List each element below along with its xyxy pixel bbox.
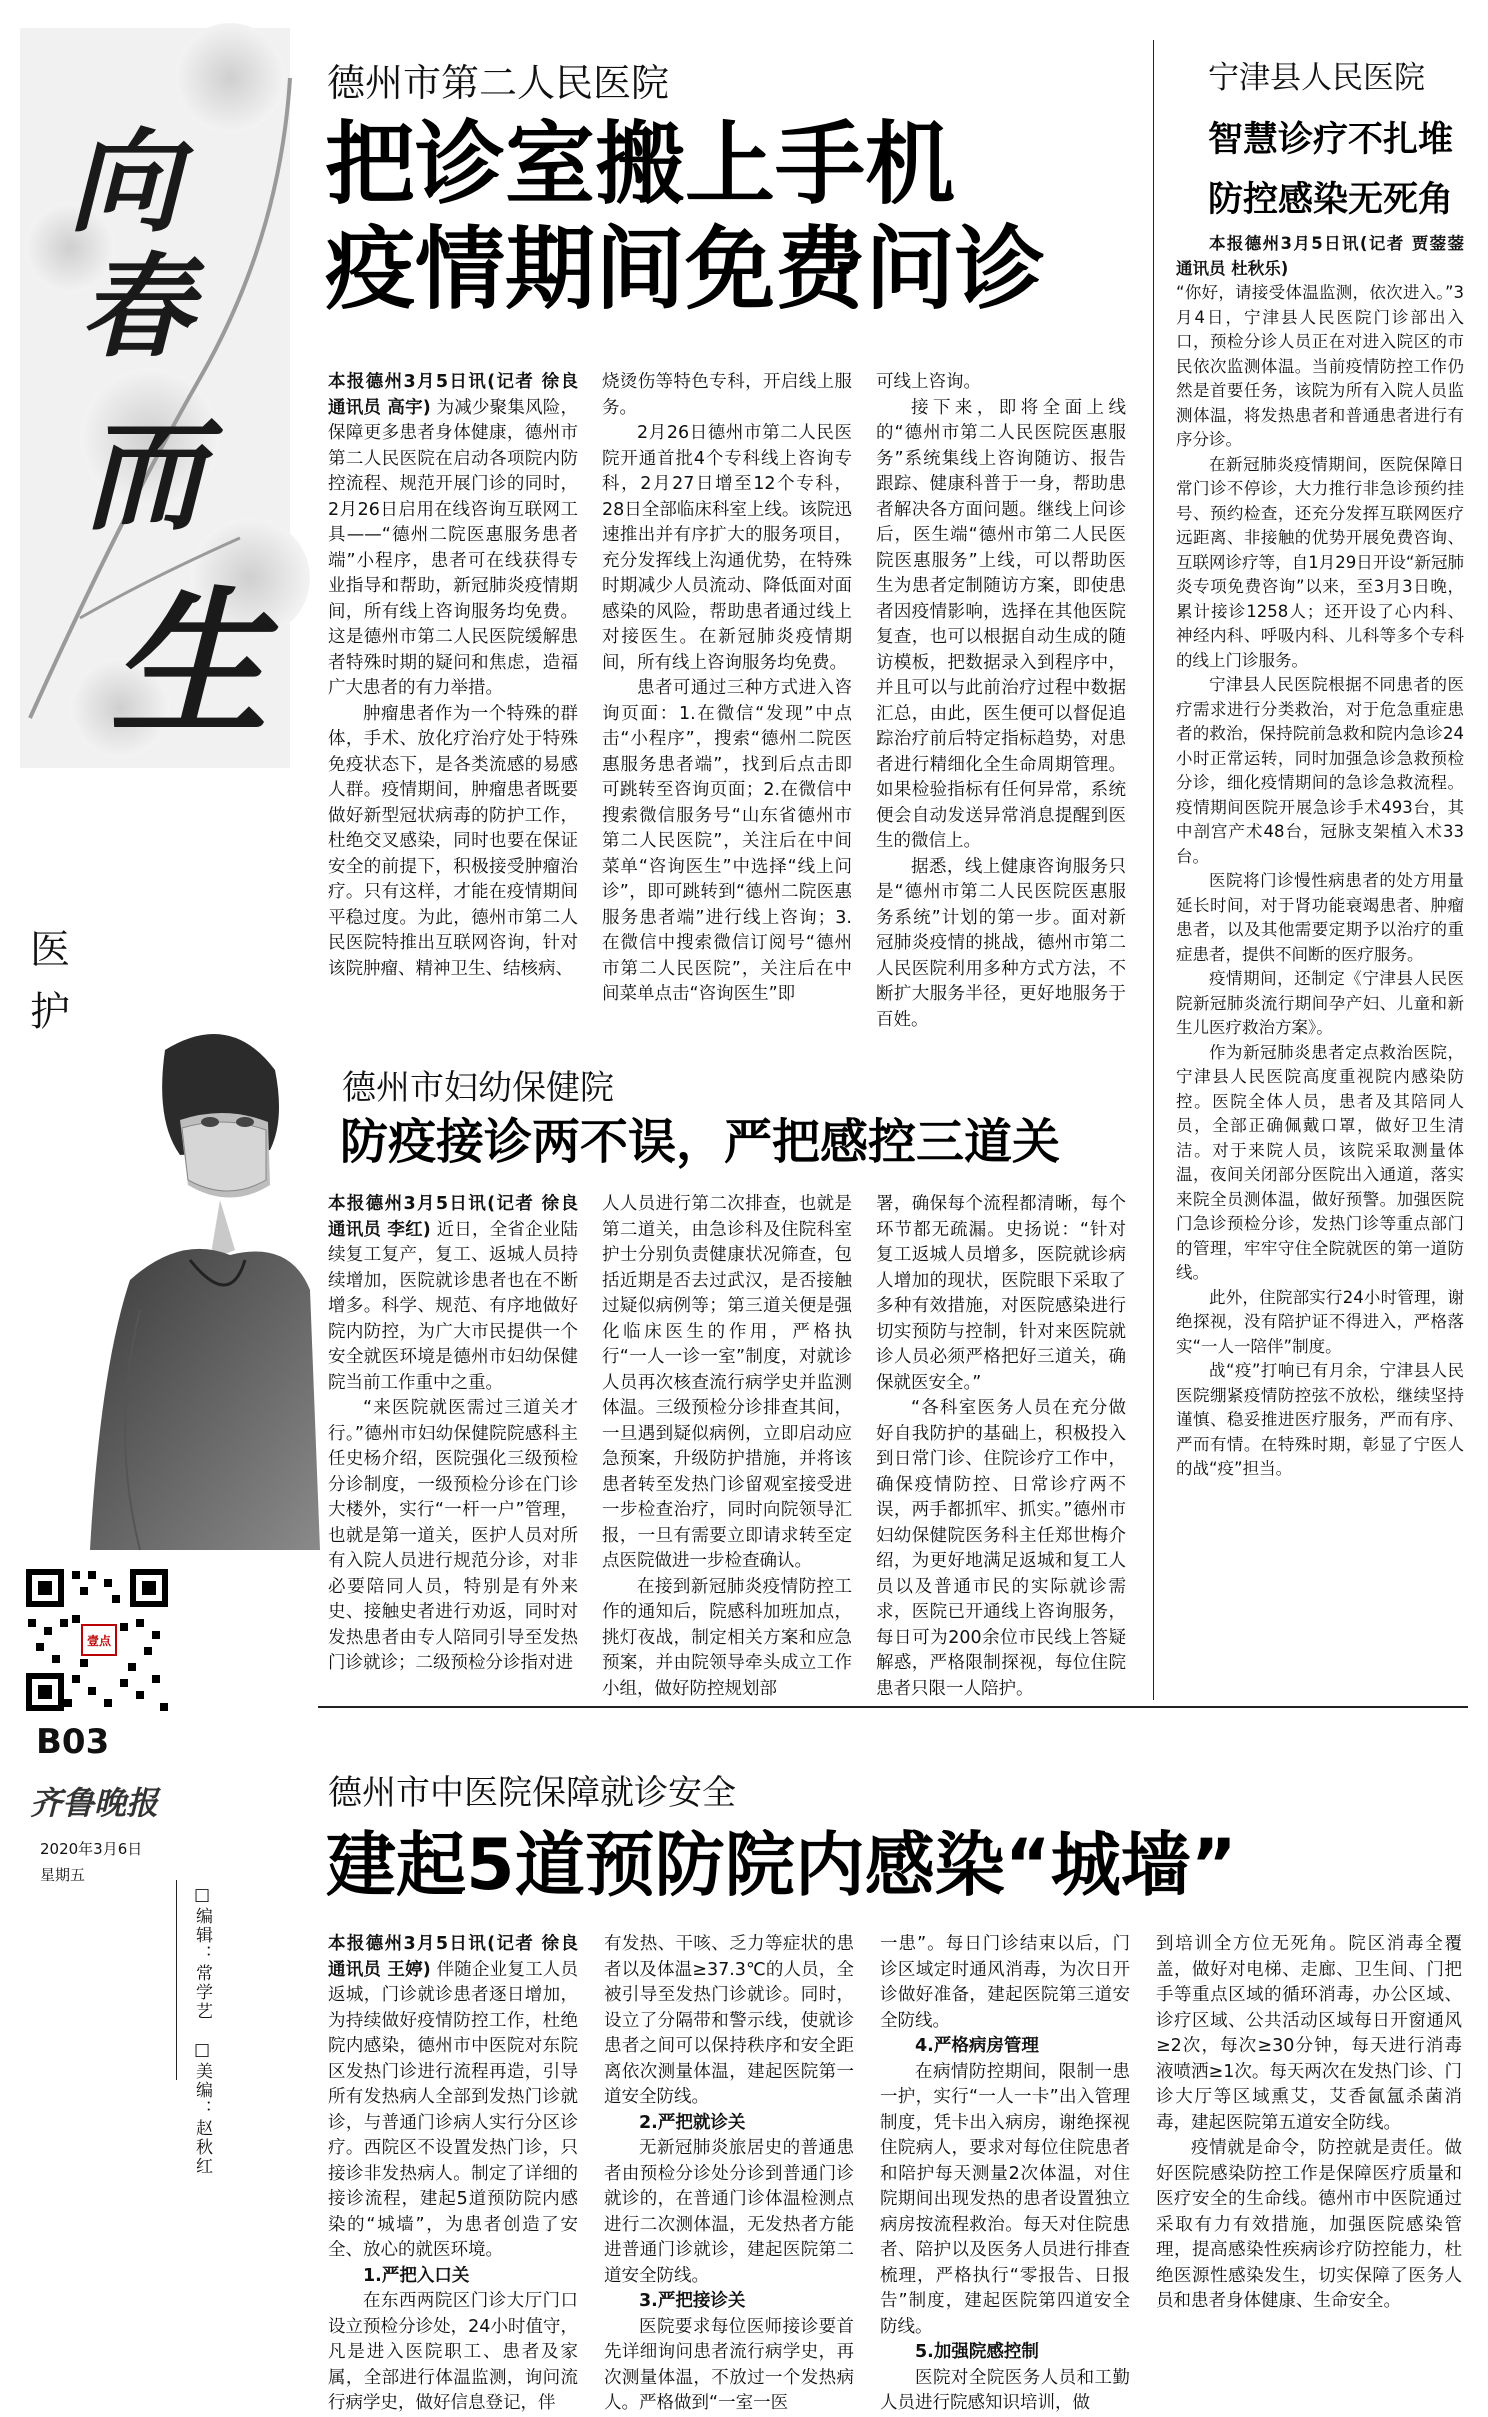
article1-paragraph: 2月26日德州市第二人民医院开通首批4个专科线上咨询专科，2月27日增至12个专科，28日全部临床科室上线。该院迅速推出并有序扩大的服务项目，充分发挥线上沟通优势，在特殊时期减少人员流动、降低面对面感染的风险，帮助患者通过线上对接医生。在新冠肺炎疫情期间，所有线上咨询服务均免费。 (602, 423, 852, 673)
qr-code[interactable] (22, 1565, 172, 1715)
article1-headline-line1: 把诊室搬上手机 (325, 112, 955, 217)
section-rule (318, 1706, 1468, 1708)
article1-kicker: 德州市第二人民医院 (327, 61, 670, 105)
article1-headline-line2: 疫情期间免费问诊 (325, 217, 1045, 322)
article4-paragraph: 在病情防控期间，限制一患一护，实行“一人一卡”出入管理制度，凭卡出入病房，谢绝探视住院病人，要求对每位住院患者和陪护每天测量2次体温，对住院期间出现发热的患者设置独立病房按流程救治。每天对住院患者、陪护以及医务人员进行排查梳理，严格执行“零报告、日报告”制度，建起医院第四道安全防线。 (880, 2061, 1130, 2337)
column-divider (1153, 40, 1154, 1700)
article3-paragraph: 宁津县人民医院根据不同患者的医疗需求进行分类救治，对于危急重症患者的救治，保持院前急救和院内急诊24小时正常运转，同时加强急诊急救预检分诊，细化疫情期间的急诊急救流程。疫情期间医院开展急诊手术493台，其中剖宫产术48台，冠脉支架植入术33台。 (1176, 675, 1464, 866)
article2-paragraph: 人人员进行第二次排查，也就是第二道关，由急诊科及住院科室护士分别负责健康状况筛查，包括近期是否去过武汉，是否接触过疑似病例等；第三道关便是强化临床医生的作用，严格执行“一人一诊一室”制度，对就诊人员再次核查流行病学史并监测体温。三级预检分诊排查其间，一旦遇到疑似病例，立即启动应急预案，升级防护措施，并将该患者转至发热门诊留观室接受进一步检查治疗，同时向院领导汇报，一旦有需要立即请求转至定点医院做进一步检查确认。 (602, 1194, 852, 1571)
article2-paragraph: 署，确保每个流程都清晰，每个环节都无疏漏。史扬说：“针对复工返城人员增多，医院就诊病人增加的现状，医院眼下采取了多种有效措施，对医院感染进行切实预防与控制，针对来医院就诊人员必须严格把好三道关，确保就医安全。” (876, 1194, 1126, 1393)
article2-column-2 (602, 1192, 852, 1702)
article4-paragraph: 无新冠肺炎旅居史的普通患者由预检分诊处分诊到普通门诊就诊的，在普通门诊体温检测点进行二次测体温，无发热者方能进普通门诊就诊，建起医院第二道安全防线。 (604, 2138, 854, 2286)
article3-headline-line2: 防控感染无死角 (1208, 180, 1454, 220)
designer-credit: □美编：赵秋红 (192, 2040, 212, 2176)
sidebar-divider (176, 1880, 177, 2080)
article4-paragraph: 有发热、干咳、乏力等症状的患者以及体温≥37.3℃的人员，全被引导至发热门诊就诊。同时，设立了分隔带和警示线，使就诊患者之间可以保持秩序和安全距离依次测量体温，建起医院第一道安全防线。 (604, 1934, 854, 2107)
article2-paragraph: 在接到新冠肺炎疫情防控工作的通知后，院感科加班加点，挑灯夜战，制定相关方案和应急预案，并由院领导牵头成立工作小组，做好防控规划部 (602, 1576, 852, 1699)
article4-column-4 (1156, 1932, 1462, 2382)
article3-paragraph: 作为新冠肺炎患者定点救治医院，宁津县人民医院高度重视院内感染防控。医院全体人员，患者及其陪同人员，全部正确佩戴口罩，做好卫生清洁。对于来院人员，该院采取测量体温，夜间关闭部分医院出入通道，落实来院全员测体温，做好预警。加强医院门急诊预检分诊，发热门诊等重点部门的管理，牢牢守住全院就医的第一道防线。 (1176, 1042, 1464, 1282)
issue-weekday: 星期五 (40, 1866, 86, 1884)
article1-paragraph: 烧烫伤等特色专科，开启线上服务。 (602, 372, 852, 418)
article4-paragraph: 一患”。每日门诊结束以后，门诊区域定时通风消毒，为次日开诊做好准备，建起医院第三道安全防线。 (880, 1934, 1130, 2031)
article4-subhead: 1.严把入口关 (363, 2265, 470, 2286)
article2-kicker: 德州市妇幼保健院 (342, 1068, 614, 1108)
article4-subhead: 4.严格病房管理 (915, 2036, 1039, 2056)
article1-paragraph: 可线上咨询。 (876, 372, 981, 392)
article3-paragraph: 战“疫”打响已有月余，宁津县人民医院绷紧疫情防控弦不放松，继续坚持谨慎、稳妥推进医疗服务，严而有序、严而有情。在特殊时期，彰显了宁医人的战“疫”担当。 (1176, 1361, 1464, 1478)
article4-column-3 (880, 1932, 1130, 2413)
article1-column-3 (876, 370, 1126, 1050)
article1-column-1 (328, 370, 578, 1050)
article1-paragraph: 患者可通过三种方式进入咨询页面：1.在微信“发现”中点击“小程序”，搜索“德州二院医惠服务患者端”，找到后点击即可跳转至咨询页面；2.在微信中搜索微信服务号“山东省德州市第二人民医院”，关注后在中间菜单“咨询医生”中选择“线上问诊”，即可跳转到“德州二院医惠服务患者端”进行线上咨询；3.在微信中搜索微信订阅号“德州市第二人民医院”，关注后在中间菜单点击“咨询医生”即 (602, 678, 852, 1004)
article2-byline: 本报德州3月5日讯(记者 徐良 通讯员 李红) (328, 1194, 578, 1240)
article1-paragraph: 接下来，即将全面上线的“德州市第二人民医院医惠服务”系统集线上咨询随访、报告跟踪、健康科普于一身，帮助患者解决各方面问题。继线上问诊后，医生端“德州市第二人民医院医惠服务”上线，可以帮助医生为患者定制随访方案，即使患者因疫情影响，选择在其他医院复查，也可以根据自动生成的随访模板，把数据录入到程序中，并且可以与此前治疗过程中数据汇总，由此，医生便可以督促追踪治疗前后特定指标趋势，对患者进行精细化全生命周期管理。如果检验指标有任何异常，系统便会自动发送异常消息提醒到医生的微信上。 (876, 397, 1126, 851)
page-number: B03 (36, 1722, 110, 1762)
issue-date: 2020年3月6日 (40, 1840, 143, 1858)
article3-paragraph: “你好，请接受体温监测，依次进入。”3月4日，宁津县人民医院门诊部出入口，预检分诊人员正在对进入院区的市民依次监测体温。当前疫情防控工作仍然是首要任务，该院为所有入院人员监测体温，将发热患者和普通患者进行有序分诊。 (1176, 283, 1464, 449)
article3-paragraph: 疫情期间，还制定《宁津县人民医院新冠肺炎流行期间孕产妇、儿童和新生儿医疗救治方案》。 (1176, 969, 1464, 1037)
article2-column-1 (328, 1192, 578, 1702)
article4-column-2 (604, 1932, 854, 2413)
article3-paragraph: 医院将门诊慢性病患者的处方用量延长时间，对于肾功能衰竭患者、肿瘤患者，以及其他需要定期予以治疗的重症患者，提供不间断的医疗服务。 (1176, 871, 1464, 964)
sidebar-title-char-1: 向 (68, 117, 180, 248)
article2-column-3 (876, 1192, 1126, 1702)
article2-paragraph: “各科室医务人员在充分做好自我防护的基础上，积极投入到日常门诊、住院诊疗工作中，确保疫情防控、日常诊疗两不误，两手都抓牢、抓实。”德州市妇幼保健院医务科主任郑世梅介绍，为更好地满足返城和复工人员以及普通市民的实际就诊需求，医院已开通线上咨询服务，每日可为200余位市民线上答疑解惑，严格限制探视，每位住院患者只限一人陪护。 (876, 1398, 1126, 1699)
editor-credit: □编辑：常学艺 (192, 1885, 212, 2021)
section-label-1: 医 (30, 927, 70, 973)
sidebar-title-char-2: 春 (80, 242, 192, 373)
article4-column-1 (328, 1932, 578, 2413)
article3-paragraph: 此外，住院部实行24小时管理，谢绝探视，没有陪护证不得进入，严格落实“一人一陪伴”制度。 (1176, 1287, 1464, 1356)
article4-text: 伴随企业复工人员返城，门诊就诊患者逐日增加，为持续做好疫情防控工作，杜绝院内感染，德州市中医院对东院区发热门诊进行流程再造，引导所有发热病人全部到发热门诊就诊，与普通门诊病人实行分区诊疗。西院区不设置发热门诊，只接诊非发热病人。制定了详细的接诊流程，建起5道预防院内感染的“城墙”，为患者创造了安全、放心的就医环境。 (328, 1959, 578, 2260)
article4-subhead: 3.严把接诊关 (639, 2291, 746, 2311)
article4-headline: 建起5道预防院内感染“城墙” (326, 1824, 1237, 1906)
article4-paragraph: 到培训全方位无死角。院区消毒全覆盖，做好对电梯、走廊、卫生间、门把手等重点区域的循环消毒，办公区域、诊疗区域、公共活动区域每日开窗通风≥2次，每次≥30分钟，每天进行消毒液喷洒≥1次。每天两次在发热门诊、门诊大厅等区域熏艾，艾香氤氲杀菌消毒，建起医院第五道安全防线。 (1156, 1934, 1462, 2133)
article1-byline: 本报德州3月5日讯(记者 徐良 通讯员 高宇) (328, 372, 578, 418)
article2-headline: 防疫接诊两不误，严把感控三道关 (340, 1114, 1061, 1170)
article3-kicker: 宁津县人民医院 (1208, 60, 1425, 96)
article4-subhead: 5.加强院感控制 (915, 2342, 1039, 2362)
article4-paragraph: 医院要求每位医师接诊要首先详细询问患者流行病学史，再次测量体温，不放过一个发热病人。严格做到“一室一医 (604, 2316, 854, 2413)
article1-column-2 (602, 370, 852, 1050)
article1-paragraph: 肿瘤患者作为一个特殊的群体，手术、放化疗治疗处于特殊免疫状态下，是各类流感的易感人群。疫情期间，肿瘤患者既要做好新型冠状病毒的防护工作，杜绝交叉感染，同时也要在保证安全的前提下，积极接受肿瘤治疗。只有这样，才能在疫情期间平稳过度。为此，德州市第二人民医院特推出互联网咨询，针对该院肿瘤、精神卫生、结核病、 (328, 703, 578, 979)
article1-text: 为减少聚集风险，保障更多患者身体健康，德州市第二人民医院在启动各项院内防控流程、规范开展门诊的同时，2月26日启用在线咨询互联网工具——“德州二院医惠服务患者端”小程序，患者可在线获得专业指导和帮助，新冠肺炎疫情期间，所有线上咨询服务均免费。这是德州市第二人民医院缓解患者特殊时期的疑问和焦虑，造福广大患者的有力举措。 (328, 397, 578, 698)
article4-paragraph: 在东西两院区门诊大厅门口设立预检分诊处，24小时值守，凡是进入医院职工、患者及家属，全部进行体温监测，询问流行病学史，做好信息登记，伴 (328, 2291, 578, 2413)
qr-badge-label: 壹点 (86, 1634, 111, 1648)
article3-column (1176, 232, 1464, 1702)
article3-headline-line1: 智慧诊疗不扎堆 (1208, 120, 1454, 160)
sidebar-title-art (0, 18, 300, 778)
article1-paragraph: 据悉，线上健康咨询服务只是“德州市第二人民医院医惠服务系统”计划的第一步。面对新冠肺炎疫情的挑战，德州市第二人民医院利用多种方式方法，不断扩大服务半径，更好地服务于百姓。 (876, 856, 1126, 1030)
sidebar-title-char-4: 生 (110, 572, 268, 757)
article4-subhead: 2.严把就诊关 (639, 2112, 746, 2133)
article3-paragraph: 在新冠肺炎疫情期间，医院保障日常门诊不停诊，大力推行非急诊预约挂号、预约检查，还充分发挥互联网医疗远距离、非接触的优势开展免费咨询、互联网诊疗等，自1月29日开设“新冠肺炎专项免费咨询”以来，至3月3日晚，累计接诊1258人；还开设了心内科、神经内科、呼吸内科、儿科等多个专科的线上门诊服务。 (1176, 454, 1464, 670)
paper-name: 齐鲁晚报 (30, 1784, 159, 1822)
article4-byline: 本报德州3月5日讯(记者 徐良 通讯员 王婷) (328, 1934, 578, 1980)
sidebar-title-char-3: 而 (82, 403, 204, 547)
section-label-2: 护 (30, 989, 70, 1035)
article3-byline: 本报德州3月5日讯(记者 贾蓥蓥 通讯员 杜秋乐) (1176, 234, 1464, 278)
article2-text: 近日，全省企业陆续复工复产，复工、返城人员持续增加，医院就诊患者也在不断增多。科学、规范、有序地做好院内防控，为广大市民提供一个安全就医环境是德州市妇幼保健院当前工作重中之重。 (328, 1219, 578, 1393)
article4-kicker: 德州市中医院保障就诊安全 (328, 1773, 736, 1813)
article4-paragraph: 疫情就是命令，防控就是责任。做好医院感染防控工作是保障医疗质量和医疗安全的生命线。德州市中医院通过采取有力有效措施，加强医院感染管理，提高感染性疾病诊疗防控能力，杜绝医源性感染发生，切实保障了医务人员和患者身体健康、生命安全。 (1156, 2138, 1462, 2311)
nurse-illustration (70, 1010, 320, 1550)
article2-paragraph: “来医院就医需过三道关才行。”德州市妇幼保健院院感科主任史杨介绍，医院强化三级预检分诊制度，一级预检分诊在门诊大楼外，实行“一杆一户”管理，也就是第一道关，医护人员对所有入院人员进行规范分诊，对非必要陪同人员，特别是有外来史、接触史者进行劝返，同时对发热患者由专人陪同引导至发热门诊就诊；二级预检分诊指对进 (328, 1398, 578, 1673)
article4-paragraph: 医院对全院医务人员和工勤人员进行院感知识培训，做 (880, 2367, 1130, 2413)
